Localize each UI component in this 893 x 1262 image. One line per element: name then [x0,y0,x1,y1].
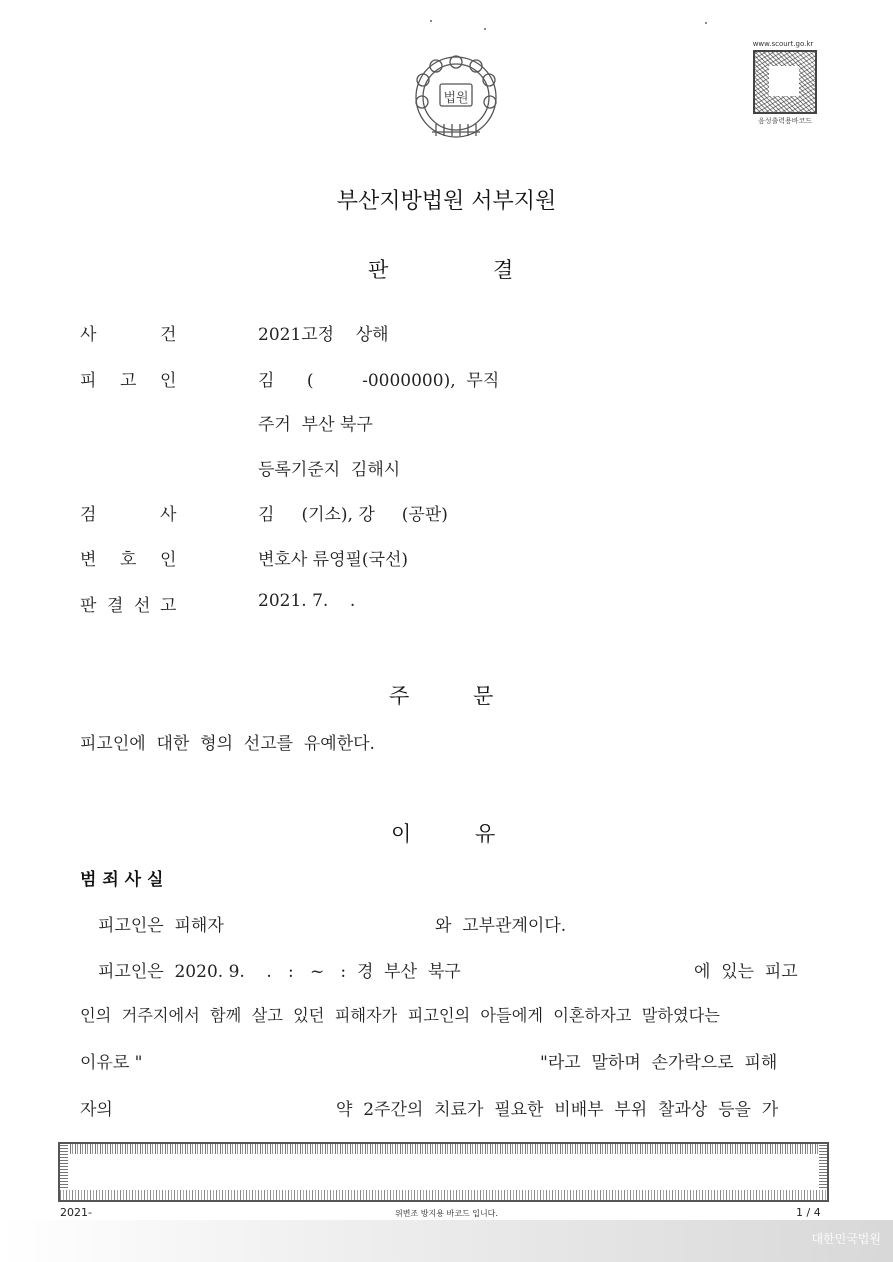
paragraph-4-right: "라고 말하며 손가락으로 피해 [540,1053,778,1073]
reasons-heading-char-1: 이 [391,822,412,846]
prosecutor-value: 김 (기소), 강 (공판) [258,505,448,525]
title-char-1: 판 [368,258,389,282]
paragraph-1-right: 와 고부관계이다. [435,916,567,936]
paragraph-2-right: 에 있는 피고 [694,962,798,982]
order-text: 피고인에 대한 형의 선고를 유예한다. [80,734,375,754]
footer-notice: 위변조 방지용 바코드 입니다. [395,1209,498,1218]
page-indicator: 1 / 4 [796,1206,821,1219]
verification-qr [752,40,818,132]
court-name: 부산지방법원 서부지원 [336,189,557,214]
paragraph-1-left: 피고인은 피해자 [98,916,224,936]
paragraph-3: 인의 거주지에서 함께 살고 있던 피해자가 피고인의 아들에게 이혼하자고 말하였다는 [80,1006,720,1025]
defendant-registry: 등록기준지 김해시 [258,460,401,480]
paragraph-2-left: 피고인은 2020. 9. . : ~ : 경 부산 북구 [98,962,461,982]
qr-url: www.scourt.go.kr [752,40,814,48]
case-value: 2021고정 상해 [258,325,389,345]
defendant-residence: 주거 부산 북구 [258,415,373,435]
qr-caption: 음성출력용바코드 [757,117,813,125]
counsel-value: 변호사 류영필(국선) [258,550,409,570]
paragraph-5-left: 자의 [80,1100,113,1120]
court-seal-icon [412,52,500,142]
footer-case-number: 2021- [60,1206,92,1219]
paragraph-4-left: 이유로 " [80,1053,143,1073]
section-title: 범 죄 사 실 [80,870,164,890]
paragraph-5-right: 약 2주간의 치료가 필요한 비배부 부위 찰과상 등을 가 [336,1100,779,1120]
order-heading-char-2: 문 [473,684,494,708]
order-heading-char-1: 주 [389,684,410,708]
bottom-band [0,1220,893,1262]
reasons-heading-char-2: 유 [475,822,496,846]
title-char-2: 결 [493,258,514,282]
qr-code-icon [753,50,817,114]
seal-text: 법원 [443,91,469,106]
anti-forgery-barcode [58,1142,829,1202]
verdict-date-value: 2021. 7. . [258,591,356,611]
defendant-name: 김 ( -0000000), 무직 [258,371,500,391]
brand-label: 대한민국법원 [811,1232,881,1246]
